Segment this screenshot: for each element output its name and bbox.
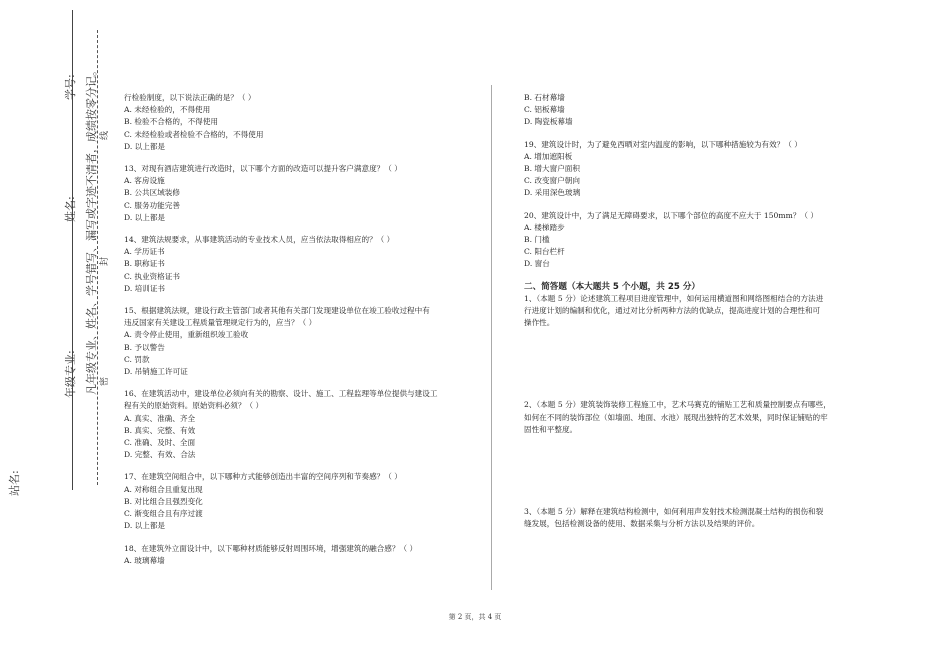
question-text: 2、（本题 5 分）建筑装饰装修工程施工中，艺术马赛克的铺贴工艺和质量控制要点有哪些， <box>524 400 831 410</box>
question-text: 程有关的原始资料。原始资料必须？（ ） <box>124 401 264 411</box>
option: D. 完整、有效、合法 <box>124 450 196 460</box>
seal-mark-mi: 密 <box>100 376 110 386</box>
option: A. 客房设施 <box>124 176 165 186</box>
question-text: 19、建筑设计时，为了避免西晒对室内温度的影响，以下哪种措施较为有效？（ ） <box>524 139 802 149</box>
question-text: 操作性。 <box>524 318 555 328</box>
column-divider <box>491 85 492 590</box>
option: D. 采用深色玻璃 <box>524 188 581 198</box>
option: C. 铝板幕墙 <box>524 105 565 115</box>
option: C. 改变窗户朝向 <box>524 176 580 186</box>
option: C. 执业资格证书 <box>124 271 180 281</box>
question-text: 13、对现有酒店建筑进行改造时，以下哪个方面的改造可以提升客户满意度？（ ） <box>124 164 402 174</box>
option: B. 石材幕墙 <box>524 93 565 102</box>
option: A. 楼梯踏步 <box>524 222 565 232</box>
option: C. 罚款 <box>124 354 150 364</box>
question-text: 1、（本题 5 分）论述建筑工程项目进度管理中，如何运用横道图和网络图相结合的方法进 <box>524 293 824 303</box>
student-no-label: 学号: <box>64 74 77 100</box>
option: B. 公共区域装修 <box>124 188 180 198</box>
question-text: 违反国家有关建设工程质量管理规定行为的，应当？（ ） <box>124 318 317 328</box>
seal-mark-feng: 封 <box>100 256 110 266</box>
option: C. 服务功能完善 <box>124 200 180 210</box>
question-text: 行进度计划的编制和优化，通过对比分析两种方法的优缺点，提高进度计划的合理性和可 <box>524 306 821 316</box>
question-text: 16、在建筑活动中，建设单位必须向有关的勘察、设计、施工、工程监理等单位提供与建设工 <box>124 389 438 399</box>
question-15 <box>124 305 469 378</box>
question-text: 固性和平整度。 <box>524 424 578 434</box>
question-text: 18、在建筑外立面设计中，以下哪种材质能够反射周围环境，增强建筑的融合感？（ ） <box>124 543 418 553</box>
option: A. 未经检验的，不得使用 <box>124 105 211 115</box>
name-label: 姓名: <box>64 196 77 222</box>
question-20 <box>524 210 864 271</box>
option: A. 责令停止使用，重新组织竣工验收 <box>124 330 249 340</box>
right-column <box>524 92 864 530</box>
school-label: 站名: <box>8 470 21 496</box>
option: A. 增加遮阳板 <box>524 151 573 161</box>
option: D. 以上都是 <box>124 141 166 151</box>
question-12-tail <box>124 92 469 153</box>
option: D. 培训证书 <box>124 283 166 293</box>
question-text: 17、在建筑空间组合中，以下哪种方式能够创造出丰富的空间序列和节奏感？（ ） <box>124 472 402 482</box>
question-text: 缝发展，包括检测设备的使用、数据采集与分析方法以及结果的评价。 <box>524 519 760 529</box>
option: D. 窗台 <box>524 259 550 269</box>
question-text: 3、（本题 5 分）解释在建筑结构检测中，如何利用声发射技术检测混凝土结构的损伤和裂 <box>524 507 824 517</box>
question-text: 15、根据建筑法规，建设行政主管部门或者其他有关部门发现建设单位在竣工验收过程中有 <box>124 306 430 316</box>
major-label: 年级专业: <box>64 350 77 398</box>
option: B. 对比组合且强烈变化 <box>124 496 203 506</box>
question-text: 14、建筑法规要求，从事建筑活动的专业技术人员，应当依法取得相应的？（ ） <box>124 235 395 245</box>
option: B. 检验不合格的，不得使用 <box>124 117 218 127</box>
option: A. 学历证书 <box>124 247 165 257</box>
option: C. 准确、及时、全面 <box>124 438 196 448</box>
option: A. 玻璃幕墙 <box>124 555 165 565</box>
option: B. 增大窗户面积 <box>524 164 580 174</box>
short-question-2 <box>524 399 864 436</box>
option: B. 职称证书 <box>124 259 165 269</box>
left-column <box>124 92 469 577</box>
option: D. 陶瓷板幕墙 <box>524 117 573 127</box>
question-19 <box>524 139 864 200</box>
option: B. 予以警告 <box>124 342 165 352</box>
section-title: 二、简答题（本大题共 5 个小题，共 25 分） <box>524 281 701 292</box>
option: A. 对称组合且重复出现 <box>124 484 203 494</box>
question-text: 20、建筑设计中，为了满足无障碍要求，以下哪个部位的高度不应大于 150mm？（ ） <box>524 210 818 220</box>
question-text: 行检验制度，以下说法正确的是？（ ） <box>124 93 256 102</box>
question-13 <box>124 163 469 224</box>
option: D. 以上都是 <box>124 212 166 222</box>
short-question-3 <box>524 506 864 530</box>
option: B. 门槛 <box>524 235 550 245</box>
option: D. 以上都是 <box>124 521 166 531</box>
question-18 <box>124 543 469 567</box>
option: C. 阳台栏杆 <box>524 247 565 257</box>
option: C. 未经检验或者检验不合格的，不得使用 <box>124 129 264 139</box>
question-16 <box>124 388 469 461</box>
binding-margin <box>0 0 110 672</box>
seal-mark-xian: 线 <box>100 130 110 140</box>
option: C. 渐变组合且有序过渡 <box>124 509 203 519</box>
question-text: 如何在不同的装饰部位（如墙面、地面、水池）展现出独特的艺术效果，同时保证铺贴的牢 <box>524 412 828 422</box>
option: A. 真实、准确、齐全 <box>124 413 196 423</box>
question-17 <box>124 471 469 532</box>
option: B. 真实、完整、有效 <box>124 425 196 435</box>
question-14 <box>124 234 469 295</box>
short-question-1 <box>524 293 864 330</box>
page-footer: 第 2 页，共 4 页 <box>448 613 502 621</box>
binding-notice: 凡年级专业、姓名、学号错写、漏写或字迹不清者，成绩按零分记。 <box>85 65 98 395</box>
question-18-tail <box>524 92 864 129</box>
option: D. 吊销施工许可证 <box>124 367 188 377</box>
